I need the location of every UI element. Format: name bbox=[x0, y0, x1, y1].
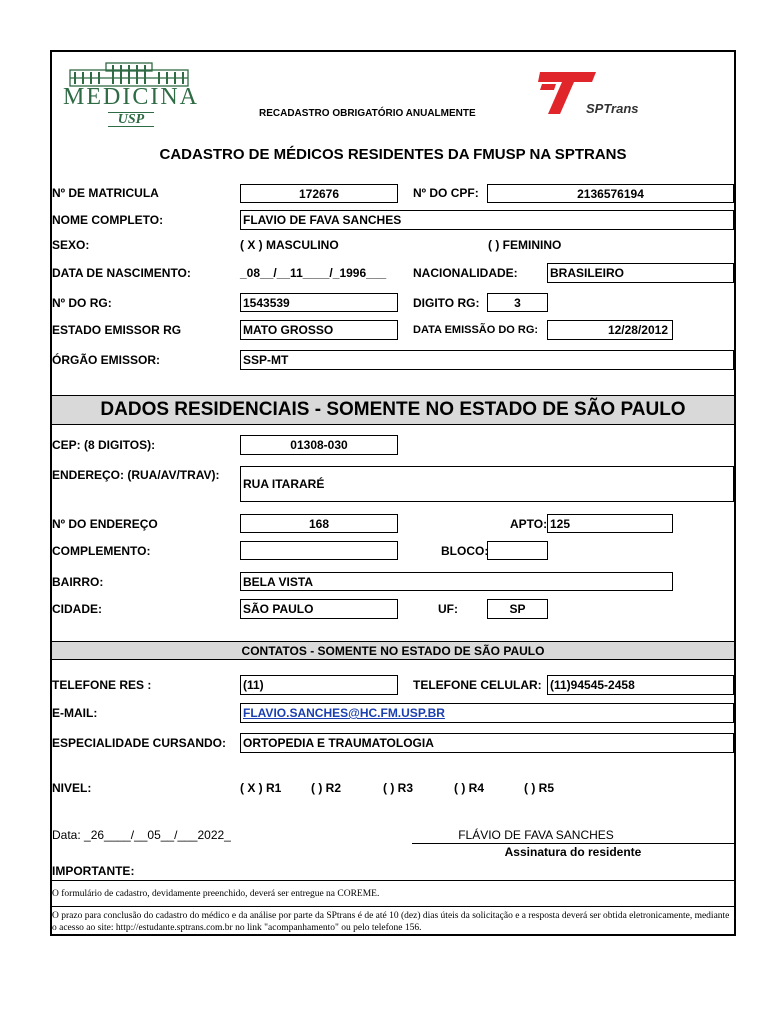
sexo-feminino-option[interactable]: ( ) FEMININO bbox=[488, 238, 562, 252]
contatos-section-header bbox=[52, 641, 734, 660]
sexo-label: SEXO: bbox=[52, 238, 90, 252]
nacionalidade-field[interactable]: BRASILEIRO bbox=[547, 263, 734, 283]
nacionalidade-label: NACIONALIDADE: bbox=[413, 266, 518, 280]
matricula-label: Nº DE MATRICULA bbox=[52, 186, 159, 200]
rg-label: Nº DO RG: bbox=[52, 296, 112, 310]
apto-label: APTO: bbox=[510, 517, 548, 531]
cep-label: CEP: (8 DIGITOS): bbox=[52, 438, 156, 452]
signature-label: Assinatura do residente bbox=[504, 845, 642, 859]
divider bbox=[52, 906, 734, 907]
email-field[interactable] bbox=[240, 703, 734, 723]
sptrans-logo bbox=[538, 68, 658, 118]
residencial-title: DADOS RESIDENCIAIS - SOMENTE NO ESTADO DE SÃO PAULO bbox=[100, 399, 686, 420]
numero-label: Nº DO ENDEREÇO bbox=[52, 517, 158, 531]
telefone-field[interactable]: (11) bbox=[240, 675, 398, 695]
telefone-label: TELEFONE RES : bbox=[52, 678, 152, 692]
digito-label: DIGITO RG: bbox=[413, 296, 480, 310]
endereco-field[interactable]: RUA ITARARÉ bbox=[240, 466, 734, 502]
orgao-label: ÓRGÃO EMISSOR: bbox=[52, 353, 161, 367]
nome-label: NOME COMPLETO: bbox=[52, 213, 164, 227]
nivel-r5-option[interactable]: ( ) R5 bbox=[524, 781, 554, 795]
digito-field[interactable]: 3 bbox=[487, 293, 548, 312]
orgao-field[interactable]: SSP-MT bbox=[240, 350, 734, 370]
nascimento-field[interactable]: _08__/__11____/_1996___ bbox=[240, 266, 387, 280]
especialidade-label: ESPECIALIDADE CURSANDO: bbox=[52, 736, 227, 750]
nivel-r1-option[interactable]: ( X ) R1 bbox=[240, 781, 282, 795]
medicina-wordmark: MEDICINA bbox=[63, 84, 199, 110]
endereco-label: ENDEREÇO: (RUA/AV/TRAV): bbox=[52, 468, 220, 482]
sptrans-wordmark: SPTrans bbox=[586, 101, 639, 116]
note-prazo: O prazo para conclusão do cadastro do médico e da análise por parte da SPtrans é de até 10 (dez) dias úteis da solicitação e a resposta deverá ser obtida eletronicamente, mediante o acesso ao site: http://estudante.sptrans.com.br no link "acompanhamento" ou pelo telefone 156. bbox=[52, 911, 730, 933]
cep-field[interactable]: 01308-030 bbox=[240, 435, 398, 455]
nivel-r2-option[interactable]: ( ) R2 bbox=[311, 781, 341, 795]
importante-label: IMPORTANTE: bbox=[52, 864, 135, 878]
complemento-label: COMPLEMENTO: bbox=[52, 544, 151, 558]
residencial-section-header bbox=[52, 395, 734, 425]
divider bbox=[52, 880, 734, 881]
cidade-field[interactable]: SÃO PAULO bbox=[240, 599, 398, 619]
nome-field[interactable]: FLAVIO DE FAVA SANCHES bbox=[240, 210, 734, 230]
nivel-label: NIVEL: bbox=[52, 781, 92, 795]
usp-wordmark: USP bbox=[108, 112, 154, 127]
bairro-field[interactable]: BELA VISTA bbox=[240, 572, 673, 591]
sexo-masculino-option[interactable]: ( X ) MASCULINO bbox=[240, 238, 339, 252]
cpf-field[interactable]: 2136576194 bbox=[487, 184, 734, 203]
numero-field[interactable]: 168 bbox=[240, 514, 398, 533]
emissao-field[interactable]: 12/28/2012 bbox=[547, 320, 673, 340]
matricula-field[interactable]: 172676 bbox=[240, 184, 398, 203]
bloco-label: BLOCO: bbox=[441, 544, 489, 558]
complemento-field[interactable] bbox=[240, 541, 398, 560]
especialidade-field[interactable]: ORTOPEDIA E TRAUMATOLOGIA bbox=[240, 733, 734, 753]
cpf-label: Nº DO CPF: bbox=[413, 186, 479, 200]
nascimento-label: DATA DE NASCIMENTO: bbox=[52, 266, 191, 280]
estado-field[interactable]: MATO GROSSO bbox=[240, 320, 398, 340]
bairro-label: BAIRRO: bbox=[52, 575, 104, 589]
uf-label: UF: bbox=[438, 602, 458, 616]
nivel-r4-option[interactable]: ( ) R4 bbox=[454, 781, 484, 795]
email-label: E-MAIL: bbox=[52, 706, 98, 720]
uf-field[interactable]: SP bbox=[487, 599, 548, 619]
estado-label: ESTADO EMISSOR RG bbox=[52, 323, 182, 337]
cidade-label: CIDADE: bbox=[52, 602, 102, 616]
apto-field[interactable]: 125 bbox=[547, 514, 673, 533]
celular-field[interactable]: (11)94545-2458 bbox=[547, 675, 734, 695]
bloco-field[interactable] bbox=[487, 541, 548, 560]
note-coreme: O formulário de cadastro, devidamente preenchido, deverá ser entregue na COREME. bbox=[52, 889, 380, 899]
emissao-label: DATA EMISSÃO DO RG: bbox=[413, 324, 539, 336]
rg-field[interactable]: 1543539 bbox=[240, 293, 398, 312]
email-link[interactable]: FLAVIO.SANCHES@HC.FM.USP.BR bbox=[243, 706, 445, 720]
page-title: CADASTRO DE MÉDICOS RESIDENTES DA FMUSP NA SPTRANS bbox=[159, 146, 627, 163]
signature-line bbox=[412, 843, 734, 844]
recadastro-note: RECADASTRO OBRIGATÓRIO ANUALMENTE bbox=[259, 108, 476, 119]
medicina-logo bbox=[56, 60, 206, 130]
signature-name: FLÁVIO DE FAVA SANCHES bbox=[458, 828, 614, 842]
contatos-title: CONTATOS - SOMENTE NO ESTADO DE SÃO PAULO bbox=[241, 643, 545, 658]
data-field[interactable]: Data: _26____/__05__/___2022_ bbox=[52, 828, 231, 842]
celular-label: TELEFONE CELULAR: bbox=[413, 678, 542, 692]
nivel-r3-option[interactable]: ( ) R3 bbox=[383, 781, 413, 795]
